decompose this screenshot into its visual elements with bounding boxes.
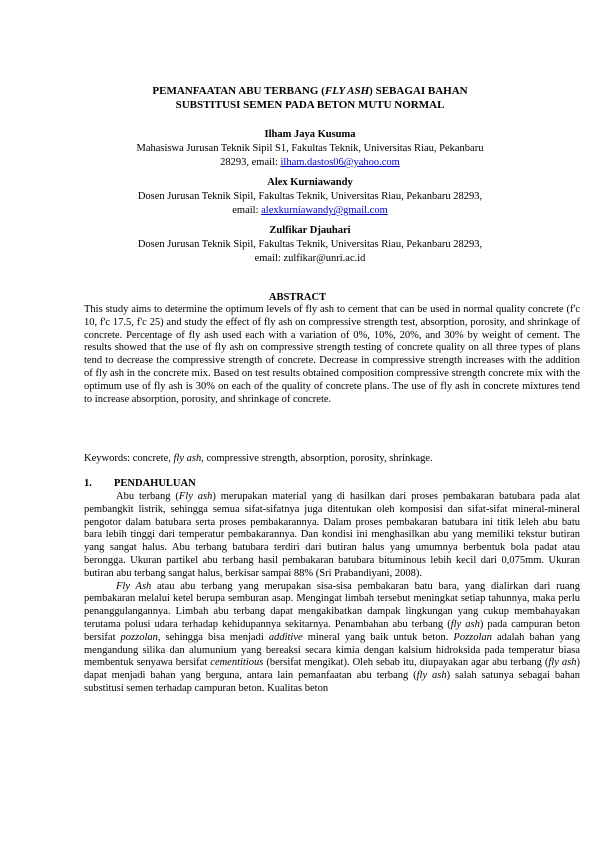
author-email-link[interactable]: ilham.dastos06@yahoo.com	[280, 157, 400, 168]
keywords: Keywords: concrete, fly ash, compressive strength, absorption, porosity, shrinkage.	[84, 453, 433, 464]
abstract-text: This study aims to determine the optimum levels of fly ash to cement that can be used in normal quality concrete (f'c 10, f'c 17.5, f'c 25) and study the effect of fly ash on compressive strength test, absorption, porosity, and shrinkage of concrete. Percentage of fly ash used each with a variation of 0%, 10%, 20%, and 30% by weight of cement. The results showed that the use of fly ash on compressive strength testing of concrete quality on all three types of plans tend to decrease the compressive strength of concrete. Decrease in compressive strength increases with the addition of fly ash in the concrete mix. Based on test results obtained composition compressive strength concrete mix with the optimum use of fly ash is 30% on each of the quality of concrete plans. The use of fly ash in concrete mixtures tend to increase absorption, porosity, and shrinkage of concrete.	[84, 304, 580, 405]
author-name: Zulfikar Djauhari	[269, 225, 351, 236]
author-block-2	[85, 176, 535, 218]
title-line-1: PEMANFAATAN ABU TERBANG (FLY ASH) SEBAGAI BAHAN	[152, 85, 468, 97]
paper-title	[110, 84, 510, 112]
abstract-heading: ABSTRACT	[268, 292, 327, 303]
paragraph: Fly Ash atau abu terbang yang merupakan sisa-sisa pembakaran batu bara, yang dialirkan dari ruang pembakaran melalui ketel berupa semburan asap. Mengingat limbah tersebut meningkat setiap tahunnya, maka perlu penanggulangannya. Limbah abu terbang dapat mengakibatkan dampak lingkungan yang cukup membahayakan terutama polusi udara terhadap kehidupannya sekitarnya. Penambahan abu terbang (fly ash) pada campuran beton bersifat pozzolan, sehingga bisa menjadi additive mineral yang baik untuk beton. Pozzolan adalah bahan yang mengandung silika dan alumunium yang bereaksi secara kimia dengan kalsium hidroksida pada temperatur biasa membentuk senyawa bersifat cementitious (bersifat mengikat). Oleh sebab itu, diupayakan agar abu terbang (fly ash) dapat menjadi bahan yang berguna, antara lain pemanfaatan abu terbang (fly ash) salah satunya sebagai bahan substitusi semen terhadap campuran beton. Kualitas beton	[84, 580, 580, 694]
section-heading-introduction	[84, 478, 196, 489]
introduction-body	[84, 491, 580, 696]
keywords-label: Keywords:	[84, 453, 131, 464]
author-affiliation: Mahasiswa Jurusan Teknik Sipil S1, Fakultas Teknik, Universitas Riau, Pekanbaru	[136, 143, 484, 154]
author-affiliation: Dosen Jurusan Teknik Sipil, Fakultas Teknik, Universitas Riau, Pekanbaru 28293,	[137, 191, 483, 202]
title-line-2: SUBSTITUSI SEMEN PADA BETON MUTU NORMAL	[175, 99, 445, 111]
author-email-link[interactable]: alexkurniawandy@gmail.com	[261, 205, 388, 216]
section-number: 1.	[84, 478, 92, 489]
author-contact: email: zulfikar@unri.ac.id	[254, 253, 366, 264]
section-title: PENDAHULUAN	[114, 478, 196, 489]
author-name: Ilham Jaya Kusuma	[264, 129, 356, 140]
author-name: Alex Kurniawandy	[267, 177, 353, 188]
author-block-1	[85, 128, 535, 170]
author-contact: email: alexkurniawandy@gmail.com	[232, 205, 388, 216]
author-block-3	[85, 224, 535, 266]
author-affiliation: Dosen Jurusan Teknik Sipil, Fakultas Teknik, Universitas Riau, Pekanbaru 28293,	[137, 239, 483, 250]
paragraph: Abu terbang (Fly ash) merupakan material yang di hasilkan dari proses pembakaran batubara pada alat pembangkit listrik, sehingga semua sifat-sifatnya juga ditentukan oleh komposisi dan sifat-sifat mineral-mineral pengotor dalam batubara serta proses pembakarannya. Dalam proses pembakaran batubara ini titik leleh abu batu bara lebih tinggi dari temperatur pembakarannya. Dan kondisi ini menghasilkan abu yang memiliki tekstur butiran yang sangat halus. Abu terbang batubara terdiri dari butiran halus yang umumnya berbentuk bola padat atau berongga. Ukuran partikel abu terbang hasil pembakaran batubara bituminous lebih kecil dari 0,075mm. Ukuran butiran abu terbang sangat halus, berkisar sampai 88% (Sri Prabandiyani, 2008).	[84, 491, 580, 579]
author-contact: 28293, email: ilham.dastos06@yahoo.com	[220, 157, 400, 168]
